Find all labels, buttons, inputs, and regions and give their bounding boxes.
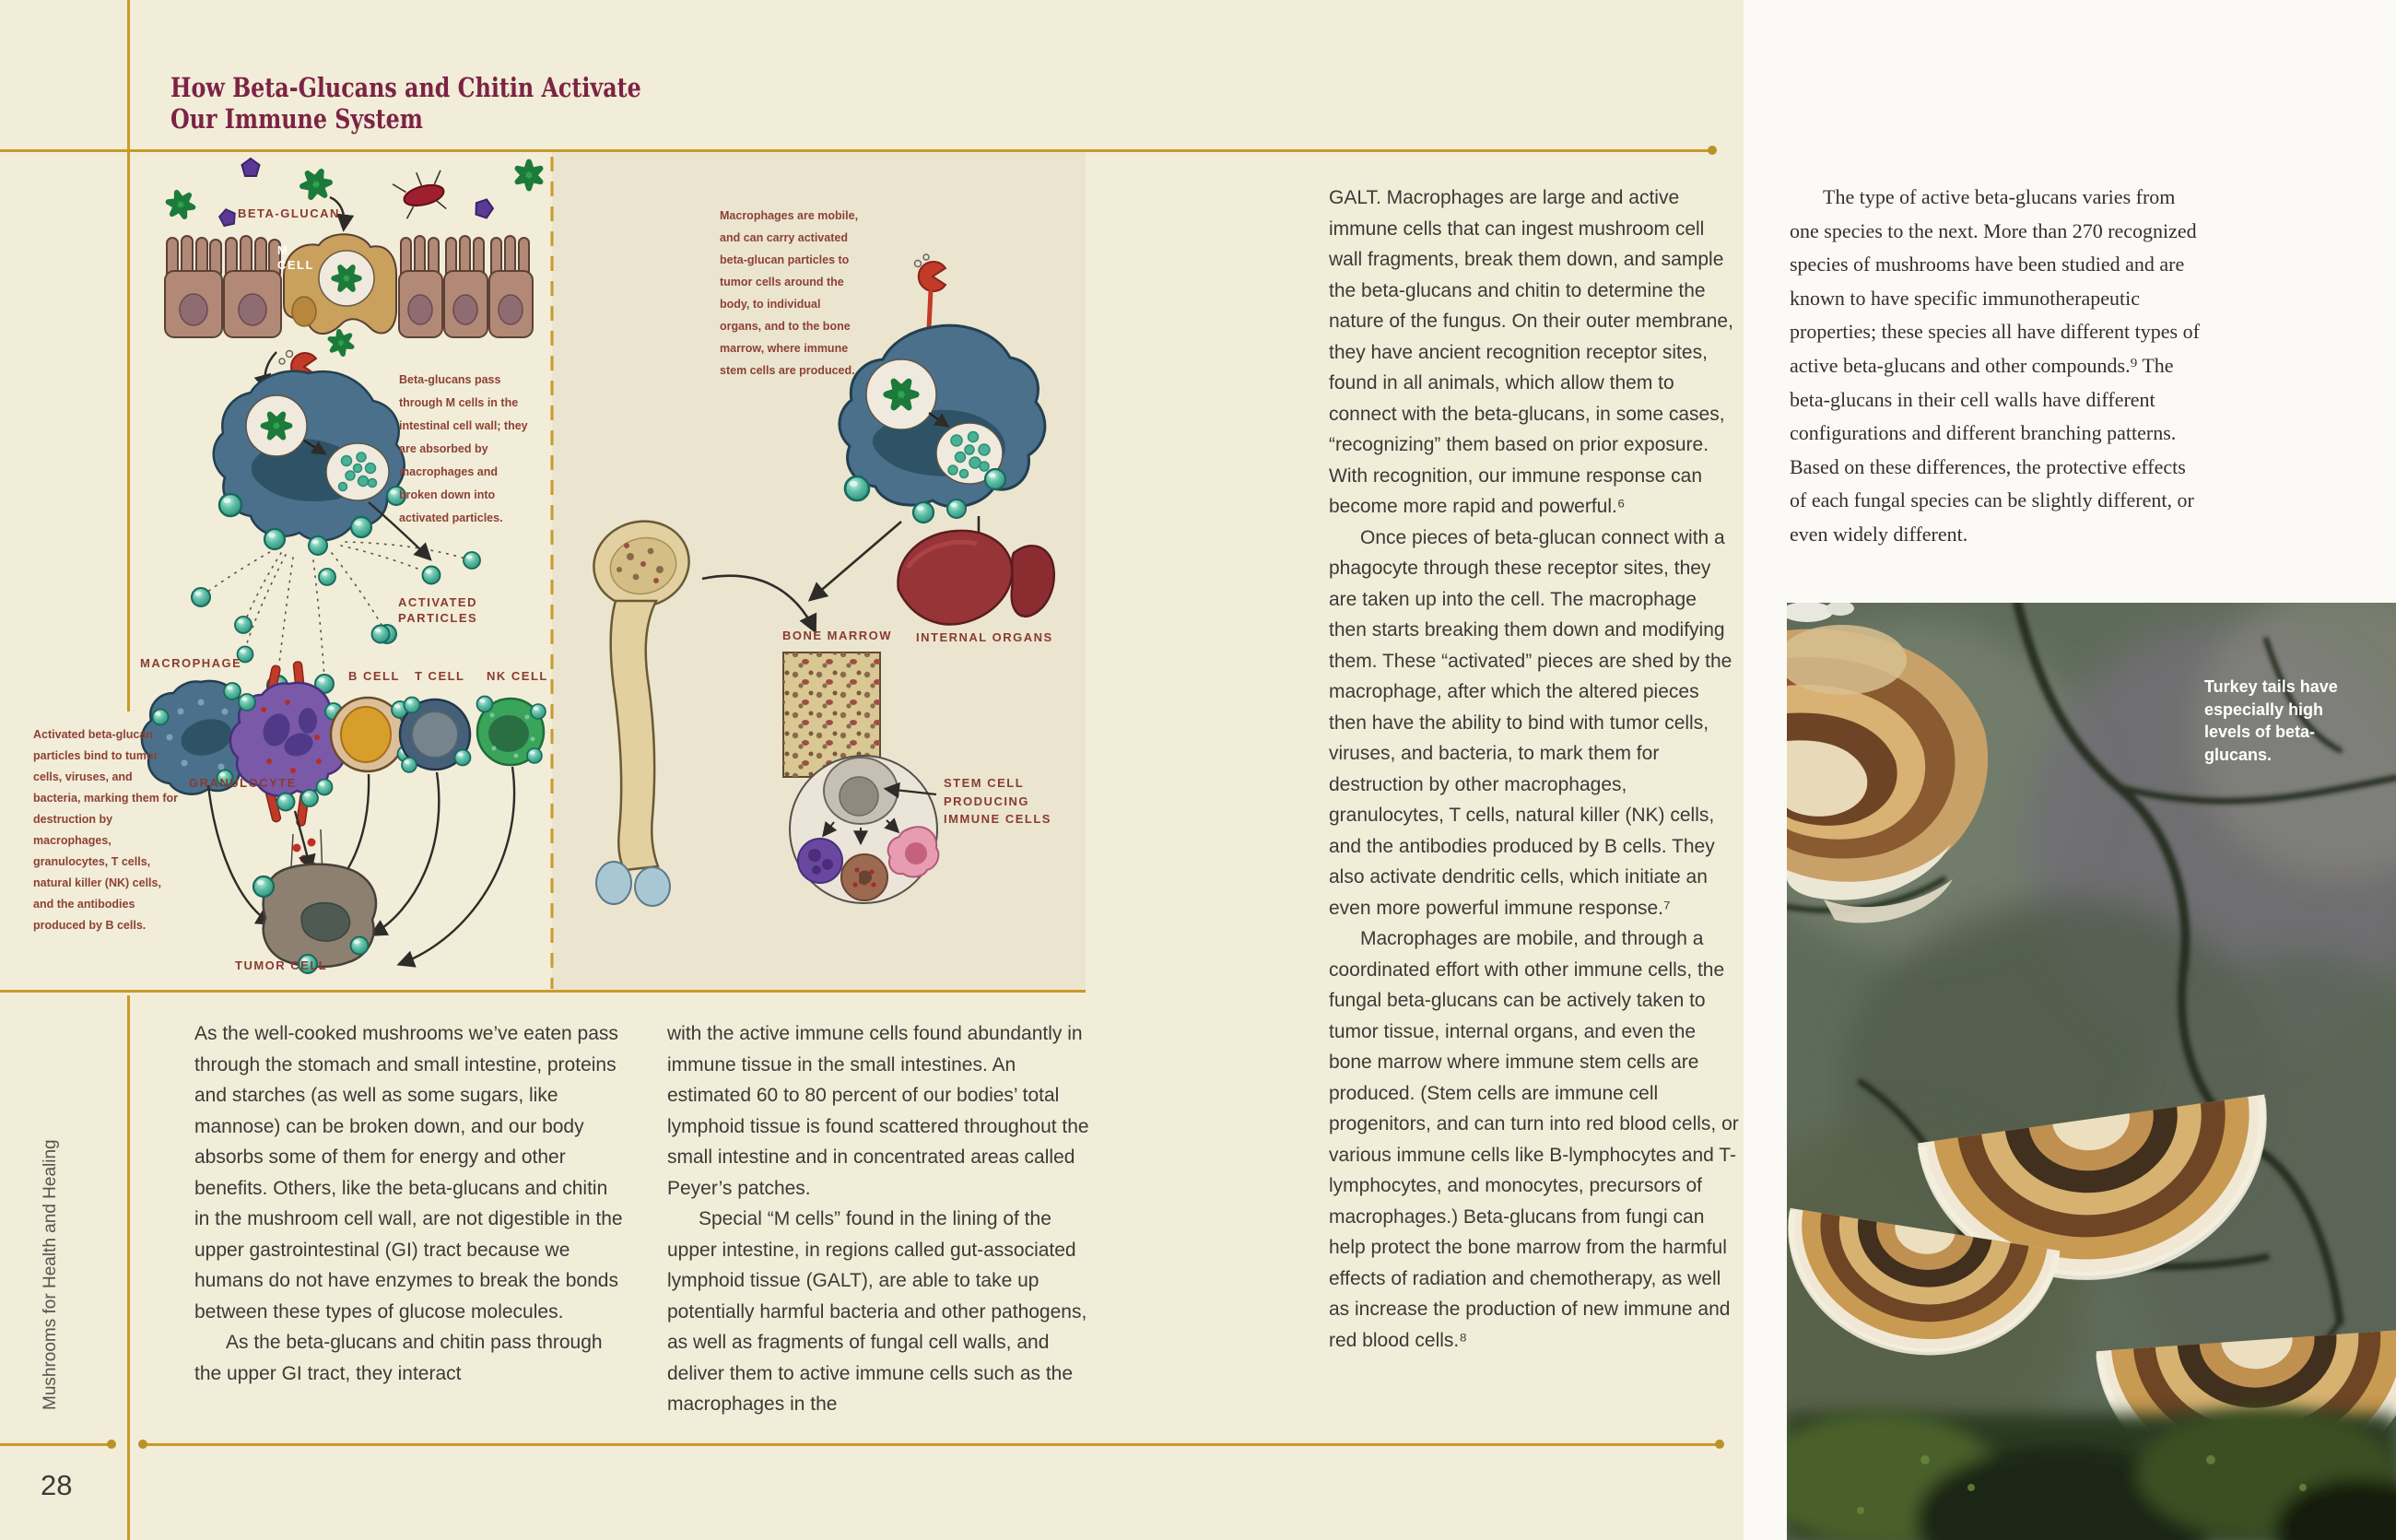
paragraph: The type of active beta-glucans varies from one species to the next. More than 270 recognized species of mushrooms have been studied and are known to have specific immunotherapeutic properties; these species all have different types of active beta-glucans and other compounds.⁹ The beta-glucans in their cell walls have different configurations and different branching patterns. Based on these differences, the protective effects of each fungal species can be slightly different, or even widely different. — [1790, 185, 2200, 546]
label-tumor-cell: TUMOR CELL — [235, 958, 328, 972]
paragraph: GALT. Macrophages are large and active immune cells that can ingest mushroom cell wall fragments, break them down, and sample the beta-glucans and chitin to determine the nature of the fungus. On their outer membrane, they have ancient recognition receptor sites, found in all animals, which allow them to connect with the beta-glucans, in some cases, “recognizing” them based on prior exposure. With recognition, our immune response can become more rapid and powerful.⁶ — [1329, 187, 1733, 517]
bone-illustration — [584, 511, 699, 906]
running-footer-book-title: Mushrooms for Health and Healing — [41, 1139, 60, 1410]
right-page-column — [1790, 181, 2204, 552]
paragraph: As the well-cooked mushrooms we’ve eaten pass through the stomach and small intestine, proteins and starches (as well as some sugars, like mannose) can be broken down, and our body absorbs some of them for energy and other benefits. Others, like the beta-glucans and chitin in the mushroom cell wall, are not digestible in the upper gastrointestinal (GI) tract because we humans do not have enzymes to break the bonds between these types of glucose molecules. — [194, 1023, 623, 1323]
paragraph: As the beta-glucans and chitin pass through the upper GI tract, they interact — [194, 1332, 603, 1384]
t-cell-illustration — [400, 698, 471, 773]
body-column-1 — [194, 1018, 623, 1389]
intestinal-wall-illustration — [165, 234, 533, 356]
label-granulocyte: GRANULOCYTE — [189, 776, 297, 790]
label-internal-organs: INTERNAL ORGANS — [916, 630, 1053, 644]
paragraph: Once pieces of beta-glucan connect with a phagocyte through these receptor sites, they are taken up into the cell. The macrophage then starts breaking them down and modifying them. These “activated” pieces are shed by the macrophage, after which the altered pieces then have the ability to bind with tumor cells, viruses, and bacteria, to mark them for destruction by other macrophages, granulocytes, T cells, natural killer (NK) cells, and the antibodies produced by B cells. They also activate dendritic cells, which initiate an even more powerful immune response.⁷ — [1329, 526, 1732, 919]
label-stem-cell: STEM CELL PRODUCING IMMUNE CELLS — [944, 776, 1051, 826]
nk-cell-illustration — [477, 697, 546, 766]
paragraph: with the active immune cells found abundantly in immune tissue in the small intestines. An estimated 60 to 80 percent of our bodies’ total lymphoid tissue is found scattered throughout the small intestine and in concentrated areas called Peyer’s patches. — [667, 1023, 1089, 1199]
internal-organs-illustration — [898, 531, 1053, 625]
floating-beta-glucan-particles — [166, 159, 546, 229]
label-b-cell: B CELL — [348, 669, 400, 683]
stem-cell-illustration — [790, 756, 938, 903]
body-column-3 — [1329, 182, 1739, 1356]
label-m-cell: M CELL — [277, 243, 314, 272]
paragraph: Special “M cells” found in the lining of the upper intestine, in regions called gut-associated lymphoid tissue (GALT), are able to take up potentially harmful bacteria and other pathogens, as well as fragments of fungal cell walls, and deliver them to active immune cells such as the macrophages in the — [667, 1208, 1087, 1415]
body-column-2 — [667, 1018, 1096, 1420]
bacterium-icon — [392, 167, 451, 220]
photo-caption: Turkey tails have especially high levels of beta-glucans. — [2204, 677, 2338, 764]
page-title-line2: Our Immune System — [170, 103, 423, 135]
moss — [1787, 1409, 2396, 1540]
page-number: 28 — [41, 1469, 73, 1501]
macrophage3-illustration — [840, 325, 1045, 523]
caption-activated-particles: Activated beta-glucan particles bind to tumor cells, viruses, and bacteria, marking them for destruction by macrophages, granulocytes, T cells, natural killer (NK) cells, and the antibodies produced by B cells. — [33, 728, 178, 932]
label-beta-glucan: BETA-GLUCAN — [238, 206, 340, 220]
label-macrophage: MACROPHAGE — [140, 656, 242, 670]
caption-macrophages-mobile: Macrophages are mobile, and can carry activated beta-glucan particles to tumor cells around the body, to individual organs, and to the bone marrow, where immune stem cells are produced. — [720, 209, 859, 377]
label-nk-cell: NK CELL — [487, 669, 548, 683]
label-activated-particles: ACTIVATED PARTICLES — [398, 595, 478, 625]
label-t-cell: T CELL — [415, 669, 465, 683]
paragraph: Macrophages are mobile, and through a coordinated effort with other immune cells, the fungal beta-glucans can be actively taken to tumor tissue, internal organs, and even the bone marrow where immune stem cells are produced. (Stem cells are immune cell progenitors, and can turn into red blood cells, or various immune cells like B-lymphocytes and T-lymphocytes, and monocytes, precursors of macrophages.) Beta-glucans from fungi can help protect the bone marrow from the harmful effects of radiation and chemotherapy, as well as increase the production of new immune and red blood cells.⁸ — [1329, 928, 1739, 1351]
tumor-cell-illustration — [253, 864, 376, 973]
page-title-line1: How Beta-Glucans and Chitin Activate — [170, 72, 641, 103]
caption-m-cell: Beta-glucans pass through M cells in the intestinal cell wall; they are absorbed by macrophages and broken down into activated particles. — [399, 373, 528, 524]
receptor2-icon — [915, 254, 946, 328]
label-bone-marrow: BONE MARROW — [782, 629, 893, 642]
macrophage-illustration — [214, 371, 405, 555]
